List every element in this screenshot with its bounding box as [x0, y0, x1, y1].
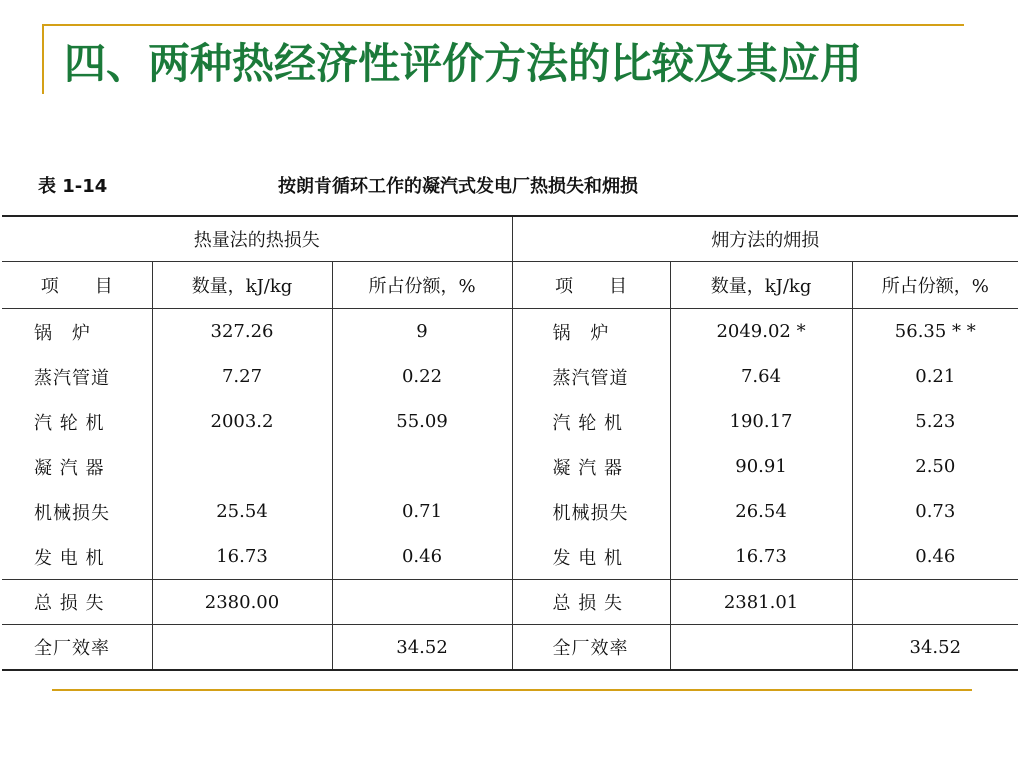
share-value: [332, 580, 512, 625]
column-header-item: 项 目: [512, 262, 670, 309]
item-name: 锅 炉: [512, 309, 670, 355]
item-name: 锅 炉: [2, 309, 152, 355]
share-value: 34.52: [332, 625, 512, 671]
share-value: [332, 444, 512, 489]
item-name: 全厂效率: [2, 625, 152, 671]
amount-value: 25.54: [152, 489, 332, 534]
item-name: 蒸汽管道: [512, 354, 670, 399]
item-name: 汽 轮 机: [512, 399, 670, 444]
item-name: 全厂效率: [512, 625, 670, 671]
item-name: 汽 轮 机: [2, 399, 152, 444]
group-header-exergy-method: 㶲方法的㶲损: [512, 216, 1018, 262]
share-value: 0.73: [915, 501, 956, 522]
column-header-share: 所占份额，%: [852, 262, 1018, 309]
table-row: [2, 399, 1018, 444]
item-name: 凝 汽 器: [512, 444, 670, 489]
table-row: [2, 309, 1018, 355]
table-number: 表 1-14: [38, 176, 108, 197]
column-header-amount: 数量，kJ/kg: [670, 262, 852, 309]
item-name: 凝 汽 器: [2, 444, 152, 489]
share-value: 2.50: [915, 456, 956, 477]
item-name: 发 电 机: [512, 534, 670, 580]
amount-value: 16.73: [152, 534, 332, 580]
amount-value: 7.64: [670, 354, 852, 399]
amount-value: 327.26: [152, 309, 332, 355]
column-header-amount: 数量，kJ/kg: [152, 262, 332, 309]
share-value: 56.35 * *: [894, 321, 976, 342]
share-value: 0.21: [915, 366, 956, 387]
share-value: 5.23: [915, 411, 956, 432]
column-header-item: 项 目: [2, 262, 152, 309]
item-name: 总 损 失: [2, 580, 152, 625]
table-row: [2, 444, 1018, 489]
share-value: 0.22: [332, 354, 512, 399]
share-value: 34.52: [852, 625, 1018, 671]
left-accent-bar: [42, 24, 44, 94]
item-name: 机械损失: [512, 489, 670, 534]
amount-value: [152, 444, 332, 489]
item-name: 蒸汽管道: [2, 354, 152, 399]
top-accent-line: [42, 24, 964, 26]
amount-value: 90.91: [670, 444, 852, 489]
total-loss-row: [2, 580, 1018, 625]
amount-value: 190.17: [670, 399, 852, 444]
item-name: 机械损失: [2, 489, 152, 534]
column-header-share: 所占份额，%: [332, 262, 512, 309]
amount-value: 2380.00: [152, 580, 332, 625]
amount-value: [670, 625, 852, 671]
table-row: [2, 354, 1018, 399]
table-caption: [0, 172, 1024, 202]
slide-title: 四、两种热经济性评价方法的比较及其应用: [64, 39, 863, 88]
share-value: 0.46: [852, 534, 1018, 580]
table-row: [2, 534, 1018, 580]
share-value: 9: [332, 309, 512, 355]
amount-value: 16.73: [670, 534, 852, 580]
amount-value: [152, 625, 332, 671]
bottom-accent-line: [52, 689, 972, 691]
table-title: 按朗肯循环工作的凝汽式发电厂热损失和㶲损: [278, 176, 638, 197]
item-name: 发 电 机: [2, 534, 152, 580]
loss-comparison-table: [2, 215, 1018, 671]
share-value: 55.09: [332, 399, 512, 444]
item-name: 总 损 失: [512, 580, 670, 625]
group-header-heat-method: 热量法的热损失: [2, 216, 512, 262]
share-value: [852, 580, 1018, 625]
table-row: [2, 489, 1018, 534]
amount-value: 2049.02 *: [670, 309, 852, 355]
share-value: 0.71: [332, 489, 512, 534]
amount-value: 26.54: [670, 489, 852, 534]
amount-value: 2003.2: [152, 399, 332, 444]
amount-value: 2381.01: [670, 580, 852, 625]
amount-value: 7.27: [152, 354, 332, 399]
share-value: 0.46: [332, 534, 512, 580]
plant-efficiency-row: [2, 625, 1018, 671]
